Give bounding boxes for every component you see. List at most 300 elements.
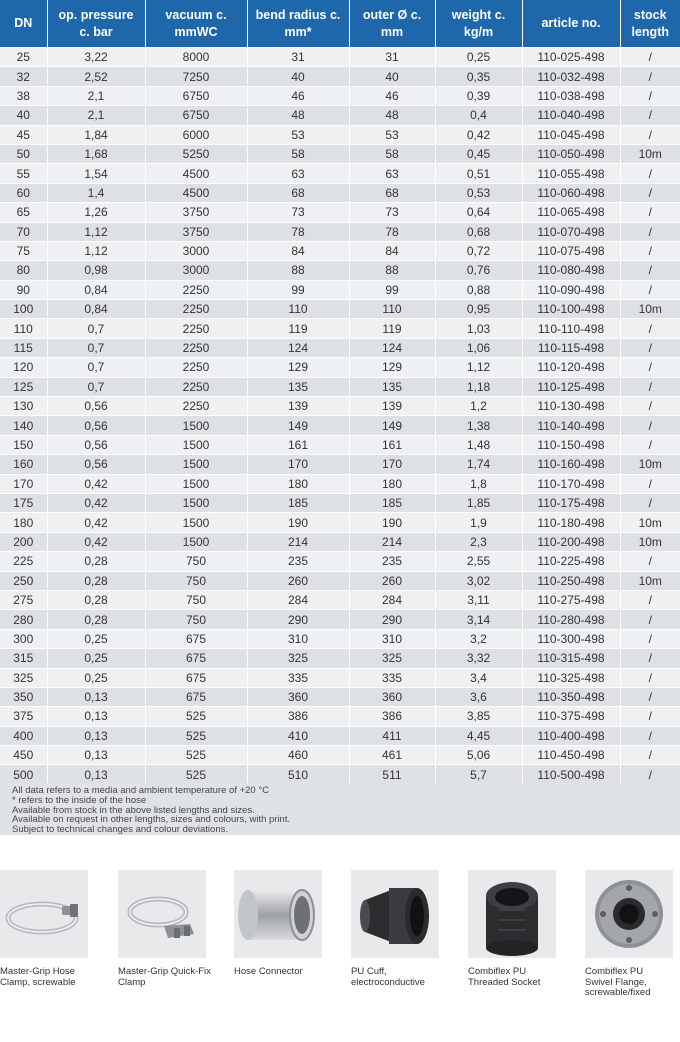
cell-op-pressure: 1,54 [47,164,145,183]
accessory-products [0,870,680,1010]
cell-stock-length: / [620,765,680,784]
cell-article-no: 110-120-498 [522,358,620,377]
swivel-flange-icon [585,870,673,958]
cell-weight: 0,64 [435,203,522,222]
cell-dn: 40 [0,106,47,125]
cell-op-pressure: 0,13 [47,765,145,784]
cell-weight: 3,2 [435,629,522,648]
cell-bend-radius: 214 [247,532,349,551]
col-header-dn: DN [0,0,47,48]
cell-vacuum: 2250 [145,280,247,299]
col-header-op-pressure: op. pressure c. bar [47,0,145,48]
cell-stock-length: 10m [620,513,680,532]
cell-vacuum: 2250 [145,300,247,319]
cell-weight: 1,2 [435,397,522,416]
col-header-article-no: article no. [522,0,620,48]
table-row [0,183,680,202]
cell-bend-radius: 284 [247,590,349,609]
cell-dn: 450 [0,746,47,765]
note-line: * refers to the inside of the hose [12,794,147,806]
cell-stock-length: 10m [620,532,680,551]
cell-weight: 1,12 [435,358,522,377]
cell-vacuum: 1500 [145,455,247,474]
cell-article-no: 110-350-498 [522,687,620,706]
cell-article-no: 110-500-498 [522,765,620,784]
cell-bend-radius: 119 [247,319,349,338]
cell-outer-diameter: 325 [349,649,435,668]
col-header-stock-length: stock length [620,0,680,48]
cell-vacuum: 3750 [145,222,247,241]
cell-bend-radius: 46 [247,86,349,105]
cell-bend-radius: 170 [247,455,349,474]
cell-weight: 3,4 [435,668,522,687]
cell-dn: 90 [0,280,47,299]
cell-vacuum: 3000 [145,261,247,280]
cell-dn: 125 [0,377,47,396]
cell-op-pressure: 0,28 [47,610,145,629]
cell-bend-radius: 73 [247,203,349,222]
cell-bend-radius: 410 [247,726,349,745]
cell-dn: 200 [0,532,47,551]
pu-cuff-icon [351,870,439,958]
cell-article-no: 110-060-498 [522,183,620,202]
cell-dn: 280 [0,610,47,629]
cell-stock-length: / [620,552,680,571]
cell-bend-radius: 260 [247,571,349,590]
table-row [0,241,680,260]
product-caption: Master-Grip Hose Clamp, screwable [0,966,76,988]
cell-bend-radius: 40 [247,67,349,86]
cell-article-no: 110-160-498 [522,455,620,474]
cell-outer-diameter: 40 [349,67,435,86]
cell-article-no: 110-032-498 [522,67,620,86]
cell-outer-diameter: 180 [349,474,435,493]
cell-op-pressure: 0,98 [47,261,145,280]
cell-vacuum: 4500 [145,164,247,183]
cell-outer-diameter: 84 [349,241,435,260]
cell-outer-diameter: 139 [349,397,435,416]
cell-op-pressure: 0,25 [47,649,145,668]
cell-op-pressure: 1,12 [47,241,145,260]
cell-article-no: 110-050-498 [522,144,620,163]
cell-stock-length: 10m [620,455,680,474]
cell-bend-radius: 180 [247,474,349,493]
cell-op-pressure: 0,42 [47,474,145,493]
cell-vacuum: 525 [145,765,247,784]
cell-weight: 1,85 [435,493,522,512]
cell-stock-length: / [620,222,680,241]
cell-vacuum: 525 [145,726,247,745]
cell-stock-length: / [620,261,680,280]
cell-outer-diameter: 129 [349,358,435,377]
product-swivel-flange[interactable] [585,870,680,999]
table-row [0,629,680,648]
cell-op-pressure: 0,56 [47,455,145,474]
cell-stock-length: / [620,338,680,357]
cell-stock-length: / [620,416,680,435]
cell-vacuum: 5250 [145,144,247,163]
cell-vacuum: 675 [145,687,247,706]
cell-dn: 60 [0,183,47,202]
table-row [0,377,680,396]
cell-stock-length: 10m [620,571,680,590]
cell-op-pressure: 0,7 [47,338,145,357]
cell-op-pressure: 0,28 [47,590,145,609]
product-hose-connector[interactable] [234,870,334,978]
product-caption: PU Cuff, electroconductive [351,966,425,988]
cell-bend-radius: 31 [247,48,349,67]
product-pu-cuff[interactable] [351,870,451,988]
cell-op-pressure: 1,26 [47,203,145,222]
cell-op-pressure: 2,1 [47,86,145,105]
table-row [0,48,680,67]
table-row [0,590,680,609]
cell-op-pressure: 0,28 [47,571,145,590]
product-caption: Combiflex PU Swivel Flange, screwable/fixed [585,966,651,998]
cell-bend-radius: 161 [247,435,349,454]
cell-weight: 0,25 [435,48,522,67]
cell-outer-diameter: 260 [349,571,435,590]
cell-op-pressure: 0,7 [47,377,145,396]
cell-op-pressure: 0,13 [47,726,145,745]
table-row [0,222,680,241]
cell-dn: 32 [0,67,47,86]
cell-weight: 3,85 [435,707,522,726]
cell-op-pressure: 1,12 [47,222,145,241]
cell-op-pressure: 0,42 [47,532,145,551]
cell-article-no: 110-100-498 [522,300,620,319]
table-row [0,319,680,338]
table-row [0,552,680,571]
cell-vacuum: 675 [145,649,247,668]
cell-bend-radius: 78 [247,222,349,241]
cell-vacuum: 2250 [145,397,247,416]
cell-outer-diameter: 73 [349,203,435,222]
cell-weight: 2,3 [435,532,522,551]
cell-article-no: 110-450-498 [522,746,620,765]
cell-op-pressure: 0,42 [47,493,145,512]
table-row [0,746,680,765]
cell-outer-diameter: 290 [349,610,435,629]
cell-outer-diameter: 411 [349,726,435,745]
cell-bend-radius: 53 [247,125,349,144]
note-line: Subject to technical changes and colour deviations. [12,824,228,836]
cell-weight: 1,74 [435,455,522,474]
cell-stock-length: / [620,687,680,706]
table-row [0,493,680,512]
cell-stock-length: / [620,67,680,86]
cell-stock-length: / [620,319,680,338]
cell-dn: 250 [0,571,47,590]
cell-bend-radius: 58 [247,144,349,163]
cell-article-no: 110-125-498 [522,377,620,396]
table-row [0,687,680,706]
cell-outer-diameter: 119 [349,319,435,338]
cell-stock-length: / [620,86,680,105]
cell-dn: 180 [0,513,47,532]
cell-article-no: 110-090-498 [522,280,620,299]
cell-weight: 1,48 [435,435,522,454]
cell-vacuum: 1500 [145,474,247,493]
table-row [0,164,680,183]
cell-bend-radius: 190 [247,513,349,532]
cell-stock-length: / [620,125,680,144]
product-caption: Master-Grip Quick-Fix Clamp [118,966,211,988]
cell-stock-length: / [620,649,680,668]
cell-outer-diameter: 386 [349,707,435,726]
cell-dn: 170 [0,474,47,493]
cell-weight: 3,6 [435,687,522,706]
cell-vacuum: 525 [145,707,247,726]
cell-article-no: 110-065-498 [522,203,620,222]
cell-weight: 1,18 [435,377,522,396]
cell-bend-radius: 360 [247,687,349,706]
table-row [0,280,680,299]
cell-bend-radius: 460 [247,746,349,765]
cell-op-pressure: 0,7 [47,358,145,377]
cell-weight: 0,95 [435,300,522,319]
cell-dn: 115 [0,338,47,357]
cell-stock-length: / [620,629,680,648]
cell-vacuum: 1500 [145,416,247,435]
cell-outer-diameter: 58 [349,144,435,163]
table-row [0,455,680,474]
cell-vacuum: 750 [145,571,247,590]
cell-stock-length: / [620,358,680,377]
cell-outer-diameter: 110 [349,300,435,319]
cell-dn: 55 [0,164,47,183]
cell-op-pressure: 0,84 [47,280,145,299]
cell-dn: 75 [0,241,47,260]
table-row [0,649,680,668]
cell-dn: 140 [0,416,47,435]
cell-dn: 160 [0,455,47,474]
cell-op-pressure: 0,25 [47,668,145,687]
cell-article-no: 110-110-498 [522,319,620,338]
threaded-socket-icon [468,870,556,958]
cell-weight: 3,11 [435,590,522,609]
notes-box [0,783,680,835]
cell-weight: 0,68 [435,222,522,241]
cell-article-no: 110-055-498 [522,164,620,183]
cell-stock-length: / [620,280,680,299]
cell-weight: 0,88 [435,280,522,299]
cell-article-no: 110-038-498 [522,86,620,105]
cell-weight: 1,06 [435,338,522,357]
cell-op-pressure: 0,56 [47,397,145,416]
cell-outer-diameter: 185 [349,493,435,512]
cell-weight: 2,55 [435,552,522,571]
table-row [0,358,680,377]
cell-outer-diameter: 214 [349,532,435,551]
product-hose-clamp[interactable] [0,870,100,988]
table-header-row [0,0,680,48]
cell-bend-radius: 235 [247,552,349,571]
cell-weight: 3,02 [435,571,522,590]
cell-article-no: 110-375-498 [522,707,620,726]
cell-stock-length: 10m [620,300,680,319]
cell-bend-radius: 63 [247,164,349,183]
cell-stock-length: / [620,241,680,260]
cell-article-no: 110-140-498 [522,416,620,435]
cell-dn: 375 [0,707,47,726]
cell-vacuum: 4500 [145,183,247,202]
cell-article-no: 110-150-498 [522,435,620,454]
cell-outer-diameter: 68 [349,183,435,202]
cell-outer-diameter: 46 [349,86,435,105]
col-header-bend-radius: bend radius c. mm* [247,0,349,48]
note-line: Available on request in other lengths, sizes and colours, with print. [12,814,291,826]
table-row [0,397,680,416]
cell-dn: 225 [0,552,47,571]
col-header-weight: weight c. kg/m [435,0,522,48]
cell-outer-diameter: 161 [349,435,435,454]
cell-article-no: 110-280-498 [522,610,620,629]
cell-article-no: 110-300-498 [522,629,620,648]
cell-vacuum: 2250 [145,338,247,357]
cell-article-no: 110-075-498 [522,241,620,260]
cell-dn: 350 [0,687,47,706]
cell-bend-radius: 290 [247,610,349,629]
cell-vacuum: 6750 [145,86,247,105]
cell-dn: 80 [0,261,47,280]
cell-article-no: 110-315-498 [522,649,620,668]
cell-weight: 0,76 [435,261,522,280]
cell-op-pressure: 0,56 [47,416,145,435]
cell-op-pressure: 0,56 [47,435,145,454]
cell-outer-diameter: 360 [349,687,435,706]
cell-dn: 70 [0,222,47,241]
cell-vacuum: 2250 [145,358,247,377]
cell-bend-radius: 310 [247,629,349,648]
table-row [0,144,680,163]
cell-stock-length: / [620,435,680,454]
cell-dn: 38 [0,86,47,105]
cell-weight: 1,03 [435,319,522,338]
cell-outer-diameter: 88 [349,261,435,280]
cell-stock-length: / [620,203,680,222]
table-row [0,300,680,319]
cell-stock-length: / [620,106,680,125]
cell-op-pressure: 0,7 [47,319,145,338]
cell-bend-radius: 99 [247,280,349,299]
cell-vacuum: 1500 [145,435,247,454]
cell-dn: 315 [0,649,47,668]
cell-article-no: 110-275-498 [522,590,620,609]
cell-outer-diameter: 310 [349,629,435,648]
product-caption: Hose Connector [234,966,303,977]
cell-dn: 325 [0,668,47,687]
cell-vacuum: 1500 [145,532,247,551]
cell-outer-diameter: 170 [349,455,435,474]
cell-dn: 300 [0,629,47,648]
cell-outer-diameter: 190 [349,513,435,532]
cell-op-pressure: 0,28 [47,552,145,571]
note-line: All data refers to a media and ambient temperature of +20 °C [12,785,270,796]
cell-op-pressure: 0,13 [47,707,145,726]
cell-dn: 110 [0,319,47,338]
cell-dn: 50 [0,144,47,163]
cell-dn: 130 [0,397,47,416]
cell-bend-radius: 110 [247,300,349,319]
cell-vacuum: 3000 [145,241,247,260]
cell-bend-radius: 135 [247,377,349,396]
cell-bend-radius: 48 [247,106,349,125]
cell-vacuum: 6750 [145,106,247,125]
table-row [0,203,680,222]
cell-outer-diameter: 284 [349,590,435,609]
cell-outer-diameter: 149 [349,416,435,435]
cell-op-pressure: 0,42 [47,513,145,532]
cell-bend-radius: 124 [247,338,349,357]
cell-dn: 25 [0,48,47,67]
cell-bend-radius: 139 [247,397,349,416]
cell-weight: 3,32 [435,649,522,668]
product-quick-fix-clamp[interactable] [118,870,218,988]
table-row [0,435,680,454]
cell-weight: 4,45 [435,726,522,745]
cell-article-no: 110-400-498 [522,726,620,745]
cell-vacuum: 1500 [145,493,247,512]
cell-article-no: 110-200-498 [522,532,620,551]
cell-stock-length: / [620,746,680,765]
cell-bend-radius: 510 [247,765,349,784]
cell-article-no: 110-045-498 [522,125,620,144]
product-threaded-socket[interactable] [468,870,568,988]
cell-vacuum: 2250 [145,377,247,396]
cell-weight: 0,4 [435,106,522,125]
table-row [0,338,680,357]
cell-op-pressure: 3,22 [47,48,145,67]
cell-vacuum: 2250 [145,319,247,338]
table-row [0,86,680,105]
cell-outer-diameter: 99 [349,280,435,299]
cell-bend-radius: 325 [247,649,349,668]
cell-bend-radius: 185 [247,493,349,512]
cell-weight: 0,39 [435,86,522,105]
cell-stock-length: / [620,474,680,493]
cell-stock-length: / [620,164,680,183]
cell-dn: 400 [0,726,47,745]
cell-bend-radius: 149 [247,416,349,435]
cell-op-pressure: 1,4 [47,183,145,202]
cell-weight: 1,38 [435,416,522,435]
cell-weight: 0,72 [435,241,522,260]
cell-dn: 65 [0,203,47,222]
table-row [0,106,680,125]
cell-weight: 3,14 [435,610,522,629]
cell-weight: 5,06 [435,746,522,765]
cell-bend-radius: 84 [247,241,349,260]
cell-article-no: 110-325-498 [522,668,620,687]
cell-bend-radius: 335 [247,668,349,687]
cell-stock-length: / [620,493,680,512]
cell-stock-length: 10m [620,144,680,163]
cell-outer-diameter: 335 [349,668,435,687]
cell-article-no: 110-130-498 [522,397,620,416]
cell-outer-diameter: 135 [349,377,435,396]
cell-weight: 0,42 [435,125,522,144]
cell-op-pressure: 2,52 [47,67,145,86]
cell-article-no: 110-250-498 [522,571,620,590]
table-row [0,532,680,551]
col-header-vacuum: vacuum c. mmWC [145,0,247,48]
cell-stock-length: / [620,610,680,629]
cell-op-pressure: 0,25 [47,629,145,648]
cell-outer-diameter: 53 [349,125,435,144]
cell-vacuum: 6000 [145,125,247,144]
cell-vacuum: 525 [145,746,247,765]
